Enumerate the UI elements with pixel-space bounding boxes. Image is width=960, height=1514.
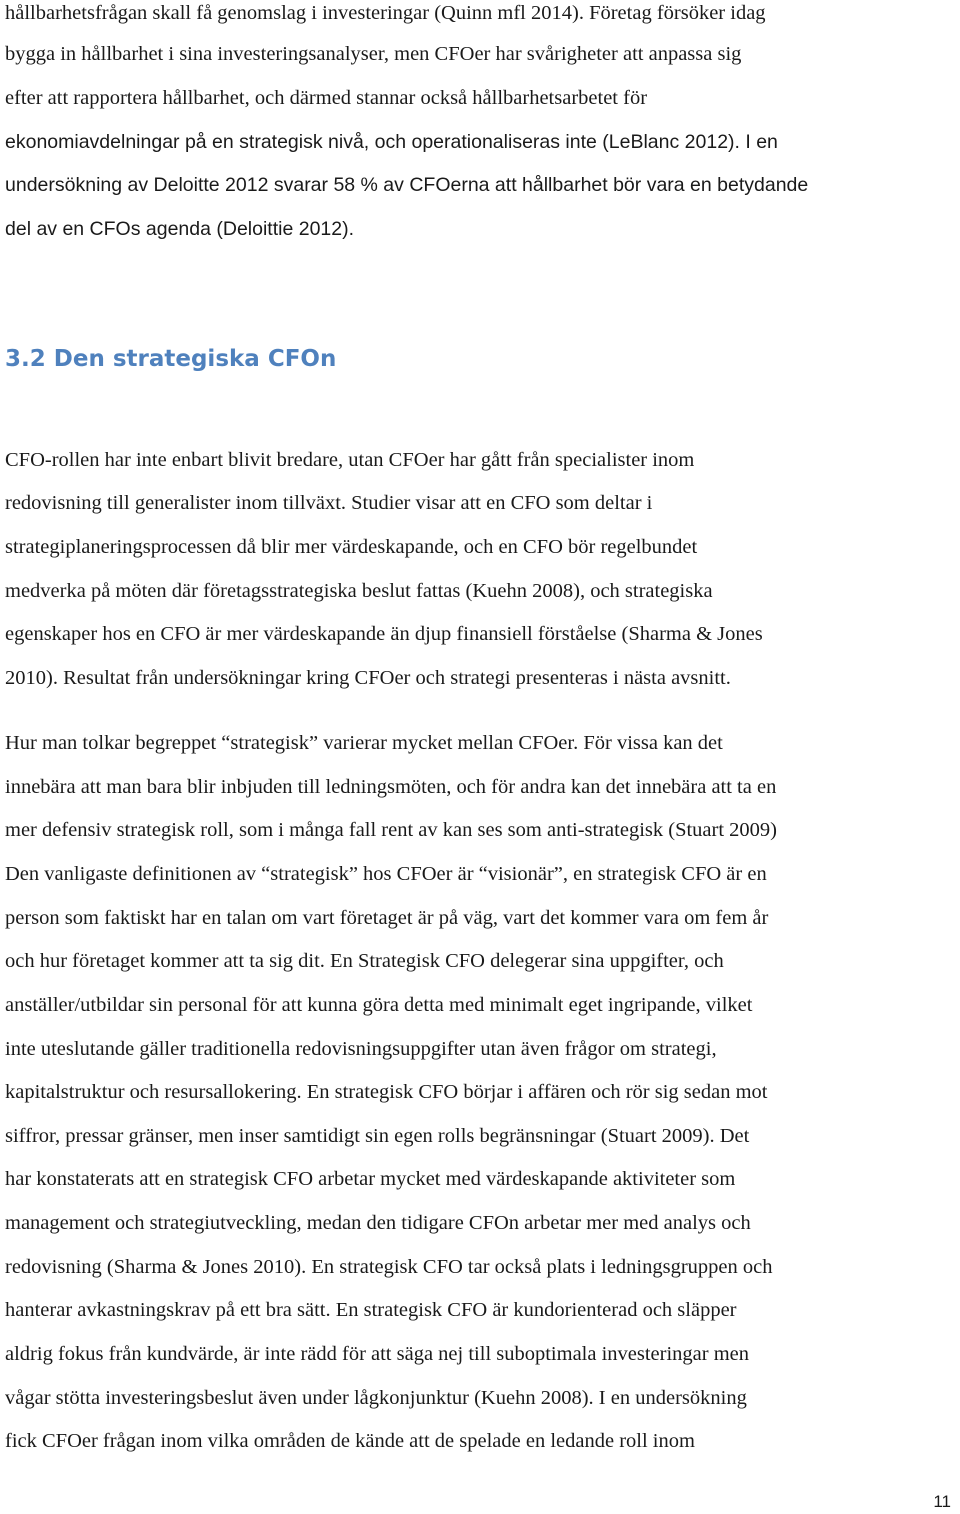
- text-line: och hur företaget kommer att ta sig dit. En Strategisk CFO delegerar sina uppgifter, och: [5, 950, 724, 972]
- text-line: kapitalstruktur och resursallokering. En strategisk CFO börjar i affären och rör sig sedan mot: [5, 1081, 768, 1103]
- text-line: redovisning till generalister inom tillväxt. Studier visar att en CFO som deltar i: [5, 492, 653, 514]
- text-line: CFO-rollen har inte enbart blivit bredare, utan CFOer har gått från specialister inom: [5, 449, 695, 471]
- page-number: 11: [933, 1492, 951, 1511]
- text-line: person som faktiskt har en talan om vart företaget är på väg, vart det kommer vara om fem år: [5, 907, 769, 929]
- text-line: ekonomiavdelningar på en strategisk nivå, och operationaliseras inte (LeBlanc 2012). I en: [5, 131, 778, 153]
- text-line: siffror, pressar gränser, men inser samtidigt sin egen rolls begränsningar (Stuart 2009). Det: [5, 1125, 750, 1147]
- text-line: innebära att man bara blir inbjuden till ledningsmöten, och för andra kan det innebära att ta en: [5, 776, 777, 798]
- text-line: undersökning av Deloitte 2012 svarar 58 % av CFOerna att hållbarhet bör vara en betydande: [5, 174, 809, 196]
- text-line: mer defensiv strategisk roll, som i många fall rent av kan ses som anti-strategisk (Stuart 2009): [5, 819, 777, 841]
- text-line: redovisning (Sharma & Jones 2010). En strategisk CFO tar också plats i ledningsgruppen och: [5, 1256, 773, 1278]
- text-line: Hur man tolkar begreppet “strategisk” varierar mycket mellan CFOer. För vissa kan det: [5, 732, 723, 754]
- text-line: management och strategiutveckling, medan den tidigare CFOn arbetar mer med analys och: [5, 1212, 751, 1234]
- text-line: egenskaper hos en CFO är mer värdeskapande än djup finansiell förståelse (Sharma & Jones: [5, 623, 763, 645]
- text-line: anställer/utbildar sin personal för att kunna göra detta med minimalt eget ingripande, vilket: [5, 994, 753, 1016]
- text-line: efter att rapportera hållbarhet, och därmed stannar också hållbarhetsarbetet för: [5, 87, 648, 109]
- text-line: hållbarhetsfrågan skall få genomslag i investeringar (Quinn mfl 2014). Företag försöker idag: [5, 2, 766, 24]
- text-line: 2010). Resultat från undersökningar kring CFOer och strategi presenteras i nästa avsnitt.: [5, 667, 731, 689]
- text-line: fick CFOer frågan inom vilka områden de kände att de spelade en ledande roll inom: [5, 1430, 695, 1452]
- text-line: Den vanligaste definitionen av “strategisk” hos CFOer är “visionär”, en strategisk CFO är en: [5, 863, 767, 885]
- text-line: medverka på möten där företagsstrategiska beslut fattas (Kuehn 2008), och strategiska: [5, 580, 713, 602]
- section-heading: 3.2 Den strategiska CFOn: [5, 346, 337, 372]
- text-line: har konstaterats att en strategisk CFO arbetar mycket med värdeskapande aktiviteter som: [5, 1168, 736, 1190]
- text-line: strategiplaneringsprocessen då blir mer värdeskapande, och en CFO bör regelbundet: [5, 536, 698, 558]
- text-line: hanterar avkastningskrav på ett bra sätt. En strategisk CFO är kundorienterad och släpper: [5, 1299, 737, 1321]
- text-line: vågar stötta investeringsbeslut även under lågkonjunktur (Kuehn 2008). I en undersökning: [5, 1387, 747, 1409]
- text-line: bygga in hållbarhet i sina investeringsanalyser, men CFOer har svårigheter att anpassa sig: [5, 43, 742, 65]
- text-line: del av en CFOs agenda (Deloittie 2012).: [5, 218, 355, 240]
- text-line: aldrig fokus från kundvärde, är inte rädd för att säga nej till suboptimala investeringar men: [5, 1343, 750, 1365]
- text-line: inte uteslutande gäller traditionella redovisningsuppgifter utan även frågor om strategi,: [5, 1038, 717, 1060]
